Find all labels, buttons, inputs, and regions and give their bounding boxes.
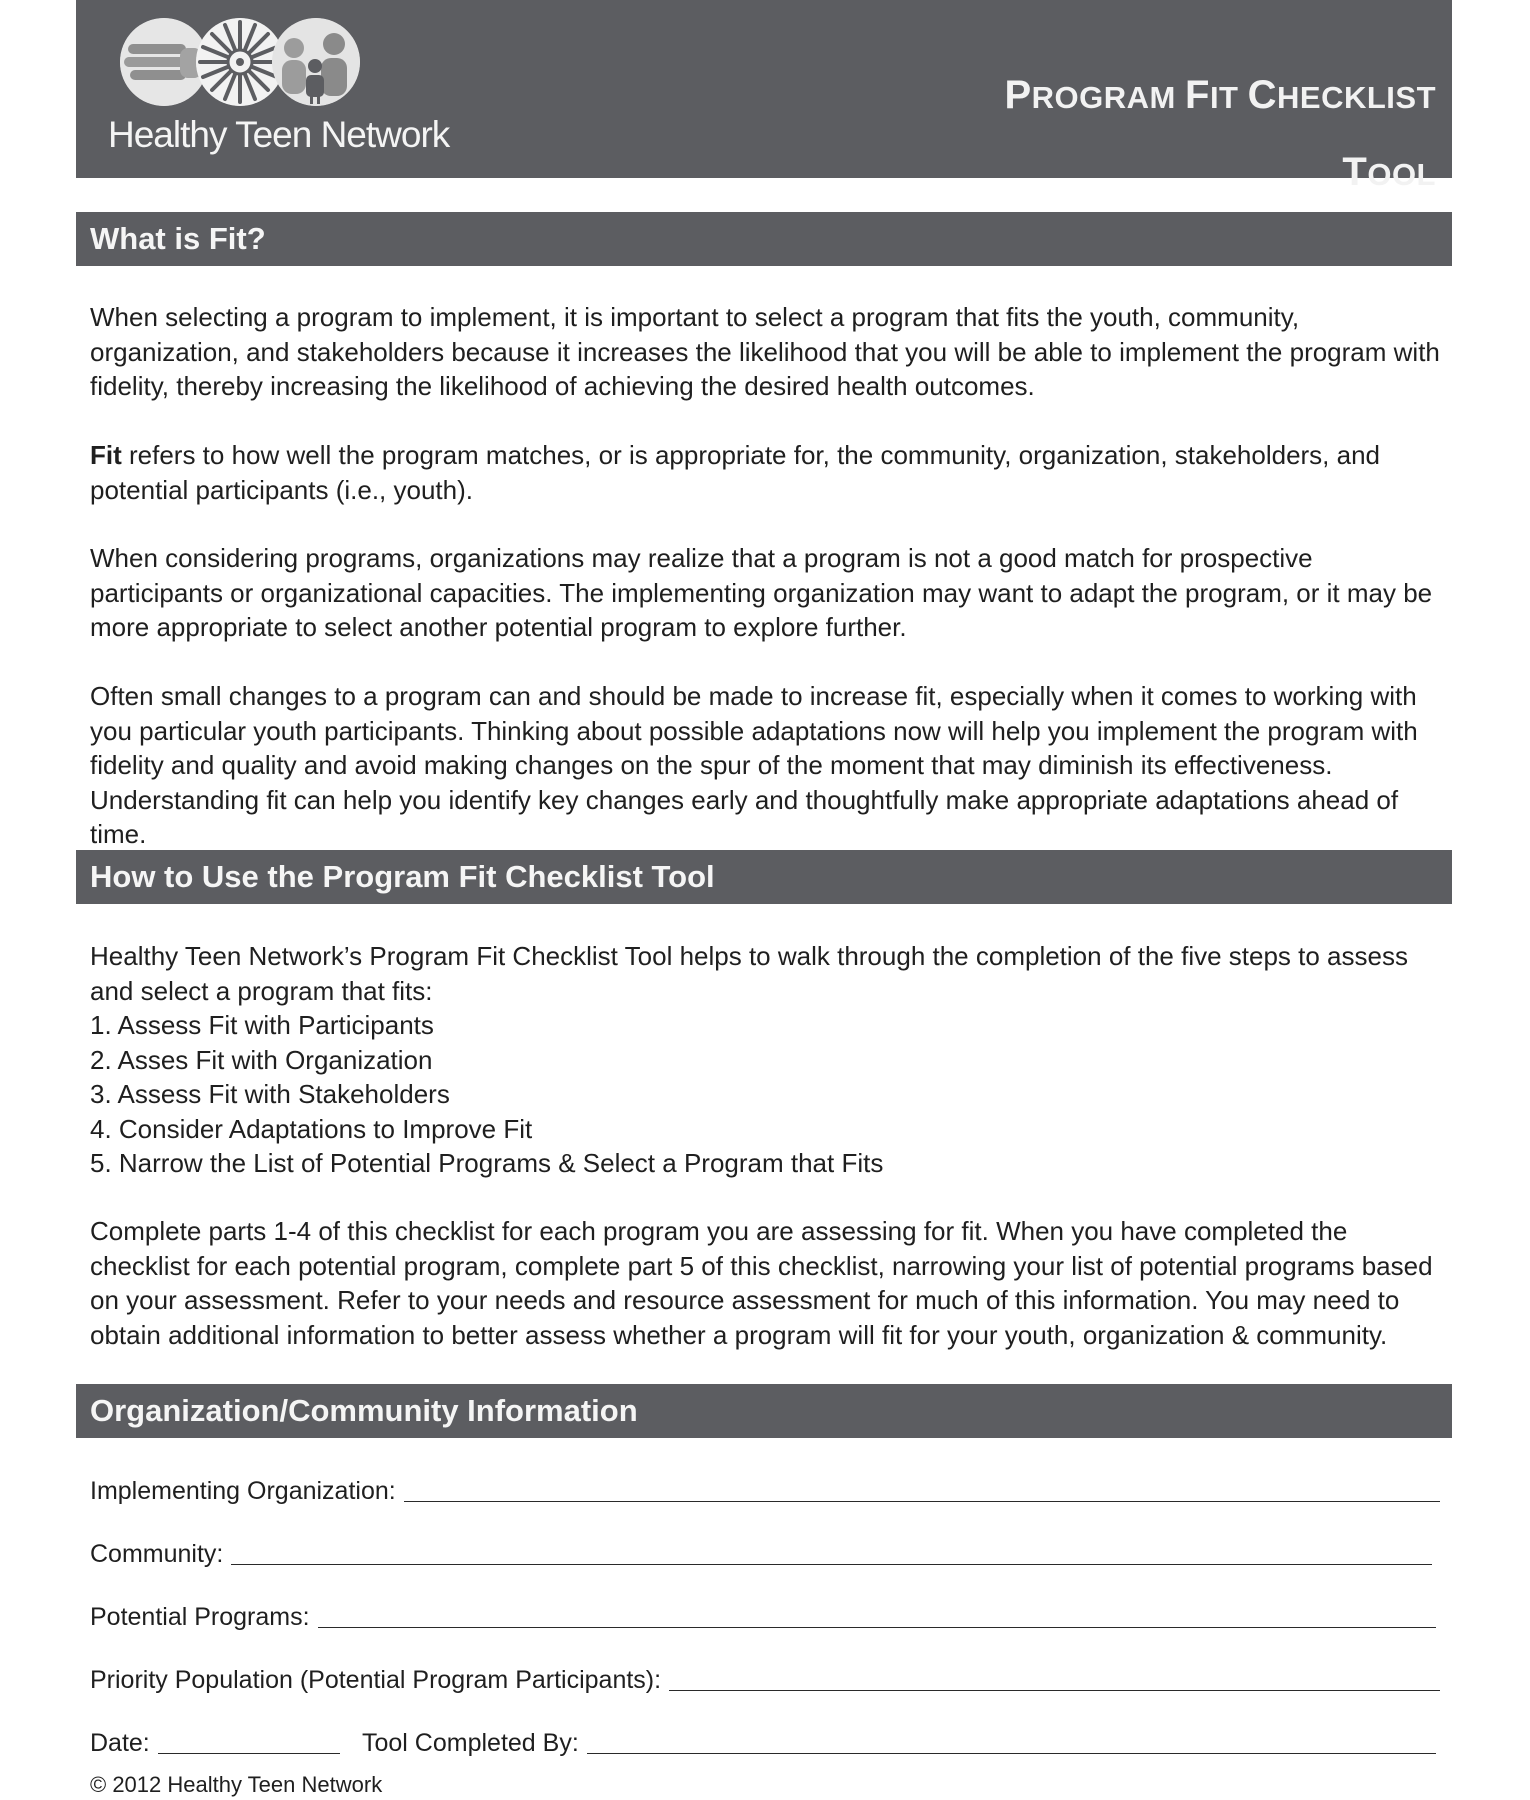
implementing-organization-field[interactable]	[90, 1470, 1440, 1506]
community-field[interactable]	[90, 1533, 1432, 1569]
fill-in-line[interactable]	[404, 1501, 1440, 1502]
section-heading: Organization/Community Information	[90, 1393, 638, 1428]
section-header-how-to-use	[76, 850, 1452, 904]
fill-in-line[interactable]	[318, 1627, 1436, 1628]
fill-in-line[interactable]	[231, 1564, 1432, 1565]
fit-term: Fit	[90, 440, 122, 470]
document-title-line-1: PROGRAM FIT CHECKLIST	[1004, 73, 1436, 117]
paragraph-instructions: Complete parts 1-4 of this checklist for each program you are assessing for fit. When you have completed the checklist for each potential program, complete part 5 of this checklist, narrowing your list of potential programs based on your assessment. Refer to your needs and resource assessment for much of this information. You may need to obtain additional information to better assess whether a program will fit for your youth, organization & community.	[90, 1216, 1433, 1350]
fit-definition: refers to how well the program matches, or is appropriate for, the community, organization, stakeholders, and potential participants (i.e., youth).	[90, 440, 1381, 505]
family-logo-icon	[272, 18, 360, 106]
logo-name-text: Healthy Teen Network	[108, 114, 450, 155]
date-field[interactable]	[90, 1722, 340, 1758]
tool-completed-by-field[interactable]	[362, 1722, 1436, 1758]
list-item: 5. Narrow the List of Potential Programs & Select a Program that Fits	[90, 1148, 884, 1178]
section-header-what-is-fit	[76, 212, 1452, 266]
document-title-line-2: TOOL	[1342, 150, 1436, 194]
copyright-footer: © 2012 Healthy Teen Network	[90, 1772, 383, 1797]
potential-programs-field[interactable]	[90, 1596, 1436, 1632]
section-heading: How to Use the Program Fit Checklist Tool	[90, 859, 715, 894]
list-item: 1. Assess Fit with Participants	[90, 1010, 434, 1040]
sunburst-logo-icon	[196, 18, 284, 106]
paragraph-considering-programs: When considering programs, organizations may realize that a program is not a good match for prospective participants or organizational capacities. The implementing organization may want to adapt the program, or it may be more appropriate to select another potential program to explore further.	[90, 543, 1433, 642]
field-label: Priority Population (Potential Program Participants):	[90, 1666, 662, 1694]
field-label: Implementing Organization:	[90, 1477, 396, 1505]
fill-in-line[interactable]	[587, 1753, 1436, 1754]
field-label: Date:	[90, 1729, 150, 1757]
healthy-teen-network-logo	[106, 14, 450, 164]
steps-list	[90, 1008, 1440, 1181]
field-label: Potential Programs:	[90, 1603, 310, 1631]
paragraph-small-changes: Often small changes to a program can and should be made to increase fit, especially when it comes to working with you particular youth participants. Thinking about possible adaptations now will help you implement the program with fidelity and quality and avoid making changes on the spur of the moment that may diminish its effectiveness. Understanding fit can help you identify key changes early and thoughtfully make appropriate adaptations ahead of time.	[90, 681, 1418, 849]
header-banner	[76, 0, 1452, 194]
fill-in-line[interactable]	[669, 1690, 1440, 1691]
paragraph-how-to-use-intro: Healthy Teen Network’s Program Fit Checklist Tool helps to walk through the completion of the five steps to assess and select a program that fits:	[90, 941, 1408, 1006]
document-title	[1004, 58, 1436, 212]
fill-in-line[interactable]	[158, 1753, 340, 1754]
hands-logo-icon	[120, 18, 208, 106]
list-item: 4. Consider Adaptations to Improve Fit	[90, 1113, 533, 1144]
field-label: Community:	[90, 1540, 224, 1568]
list-item: 3. Assess Fit with Stakeholders	[90, 1079, 450, 1109]
priority-population-field[interactable]	[90, 1659, 1440, 1695]
list-item: 2. Asses Fit with Organization	[90, 1044, 433, 1075]
section-heading: What is Fit?	[90, 221, 266, 256]
section-header-org-info	[76, 1384, 1452, 1438]
field-label: Tool Completed By:	[362, 1729, 579, 1757]
paragraph-fit-definition	[90, 438, 1440, 507]
paragraph-selecting-program: When selecting a program to implement, it is important to select a program that fits the youth, community, organization, and stakeholders because it increases the likelihood that you will be able to implement the program with fidelity, thereby increasing the likelihood of achieving the desired health outcomes.	[90, 302, 1440, 401]
